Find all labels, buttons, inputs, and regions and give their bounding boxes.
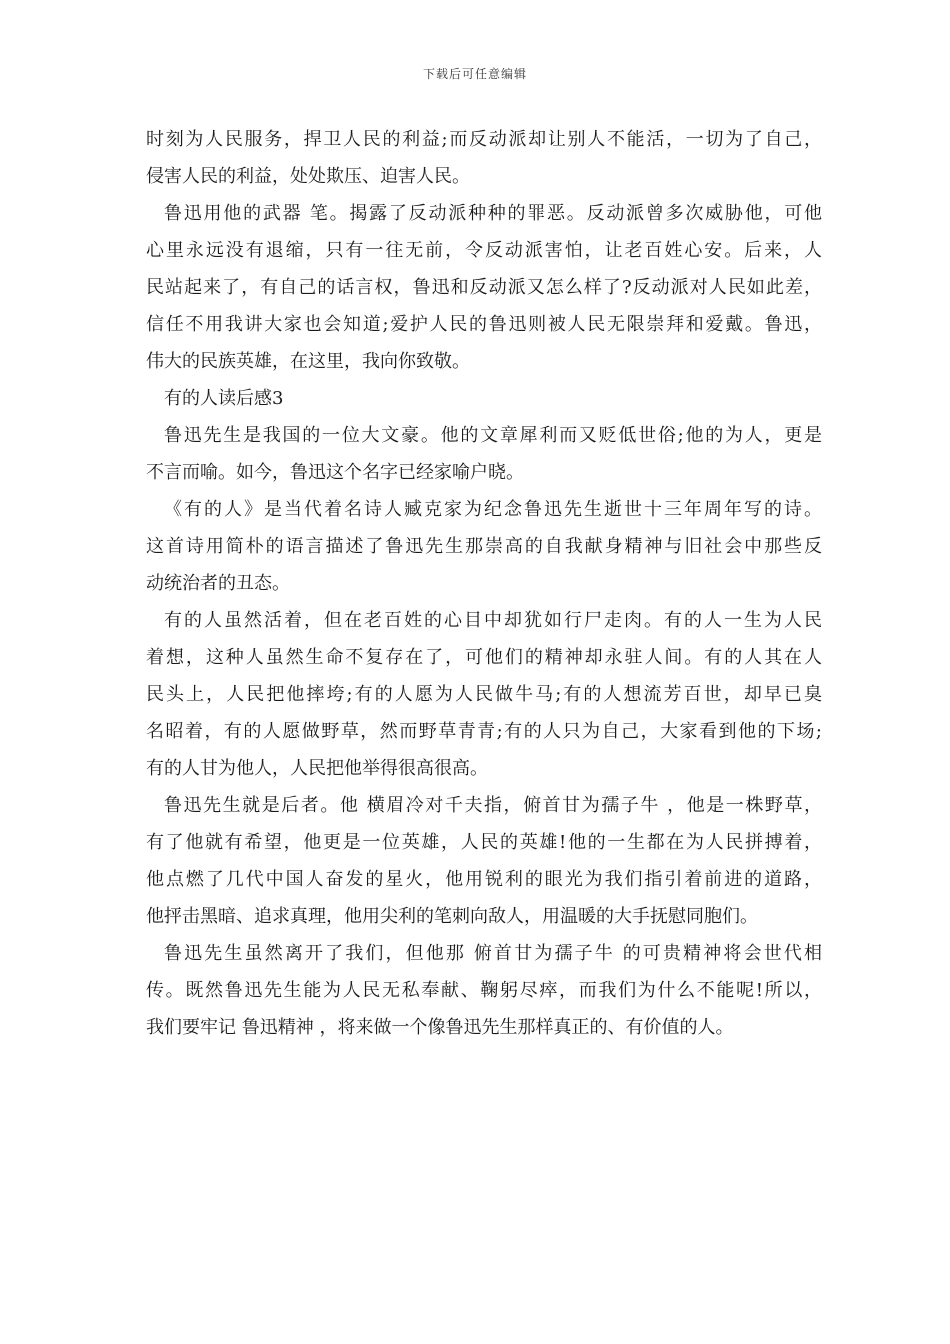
text-line: 名昭着，有的人愿做野草，然而野草青青;有的人只为自己，大家看到他的下场; <box>146 721 822 742</box>
text-line: 民头上，人民把他摔垮;有的人愿为人民做牛马;有的人想流芳百世，却早已臭 <box>146 684 822 705</box>
text-line: 传。既然鲁迅先生能为人民无私奉献、鞠躬尽瘁，而我们为什么不能呢!所以， <box>146 980 822 1001</box>
text-line: 有的人甘为他人，人民把他举得很高很高。 <box>146 758 488 779</box>
text-line: 动统治者的丑态。 <box>146 573 290 594</box>
text-line: 信任不用我讲大家也会知道;爱护人民的鲁迅则被人民无限崇拜和爱戴。鲁迅， <box>146 314 822 335</box>
text-line: 鲁迅先生虽然离开了我们，但他那 俯首甘为孺子牛 的可贵精神将会世代相 <box>164 943 822 964</box>
text-line: 有的人虽然活着，但在老百姓的心目中却犹如行尸走肉。有的人一生为人民 <box>164 610 822 631</box>
text-line: 鲁迅先生就是后者。他 横眉冷对千夫指，俯首甘为孺子牛 ，他是一株野草， <box>164 795 822 816</box>
text-line: 着想，这种人虽然生命不复存在了，可他们的精神却永驻人间。有的人其在人 <box>146 647 822 668</box>
section-heading: 有的人读后感3 <box>164 388 284 409</box>
text-line: 时刻为人民服务，捍卫人民的利益;而反动派却让别人不能活，一切为了自己， <box>146 129 822 150</box>
document-body <box>146 121 822 1046</box>
text-line: 鲁迅先生是我国的一位大文豪。他的文章犀利而又贬低世俗;他的为人，更是 <box>164 425 822 446</box>
text-line: 心里永远没有退缩，只有一往无前，令反动派害怕，让老百姓心安。后来，人 <box>146 240 822 261</box>
text-line: 我们要牢记 鲁迅精神 ，将来做一个像鲁迅先生那样真正的、有价值的人。 <box>146 1017 734 1038</box>
text-line: 伟大的民族英雄，在这里，我向你致敬。 <box>146 351 470 372</box>
text-line: 民站起来了，有自己的话言权，鲁迅和反动派又怎么样了?反动派对人民如此差， <box>146 277 822 298</box>
page-header: 下载后可任意编辑 <box>422 67 527 81</box>
text-line: 《有的人》是当代着名诗人臧克家为纪念鲁迅先生逝世十三年周年写的诗。 <box>164 499 822 520</box>
text-line: 鲁迅用他的武器 笔。揭露了反动派种种的罪恶。反动派曾多次威胁他，可他 <box>164 203 822 224</box>
text-line: 侵害人民的利益，处处欺压、迫害人民。 <box>146 166 470 187</box>
text-line: 有了他就有希望，他更是一位英雄，人民的英雄!他的一生都在为人民拼搏着， <box>146 832 822 853</box>
text-line: 他点燃了几代中国人奋发的星火，他用锐利的眼光为我们指引着前进的道路， <box>146 869 822 890</box>
text-line: 这首诗用简朴的语言描述了鲁迅先生那崇高的自我献身精神与旧社会中那些反 <box>146 536 822 557</box>
text-line: 他抨击黑暗、追求真理，他用尖利的笔刺向敌人，用温暖的大手抚慰同胞们。 <box>146 906 758 927</box>
text-line: 不言而喻。如今，鲁迅这个名字已经家喻户晓。 <box>146 462 524 483</box>
